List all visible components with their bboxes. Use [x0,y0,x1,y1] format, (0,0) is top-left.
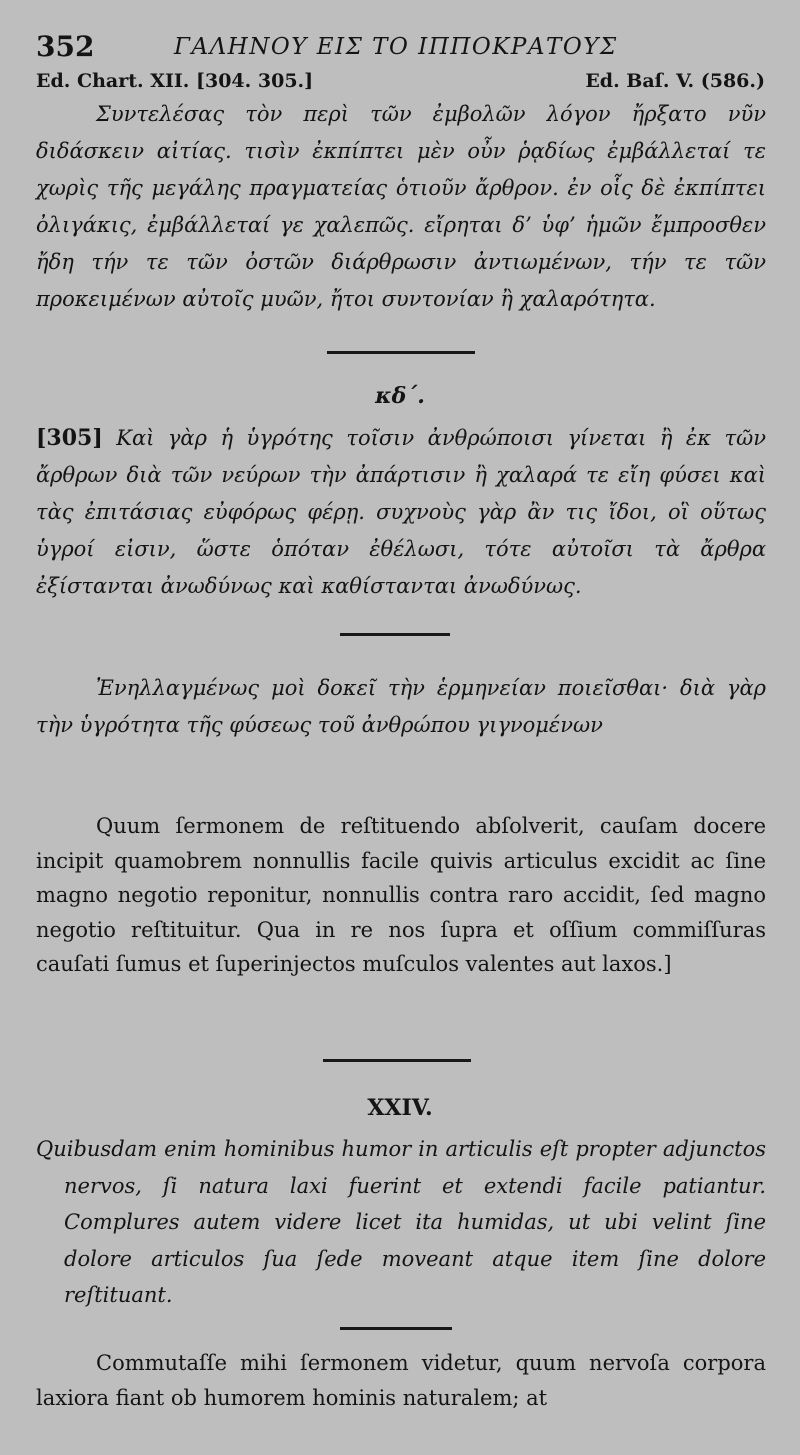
latin-section-divider [323,1059,471,1062]
running-title: ΓΑΛΗΝΟΥ ΕΙΣ ΤΟ ΙΠΠΟΚΡΑΤΟΥΣ [174,34,618,60]
greek-commentary-paragraph: Ἐνηλλαγμένως μοὶ δοκεῖ τὴν ἑρμηνείαν ποιεῖσθαι· διὰ γὰρ τὴν ὑγρότητα τῆς φύσεως τοῦ ἀνθρώπου γιγνομένων [36,676,766,737]
aphorism-divider [340,633,450,636]
latin-commentary-paragraph: Commutaſſe mihi ſermonem videtur, quum nervoſa corpora laxiora fiant ob humorem hominis naturalem; at [36,1351,766,1410]
latin-section-number: XXIV. [367,1095,433,1121]
page-header [36,30,766,70]
latin-aphorism-paragraph: Quibusdam enim hominibus humor in articulis eſt propter adjunctos nervos, ſi natura laxi fuerint et extendi facile patiantur. Complures autem videre licet ita humidas, ut ubi velint ſine dolore articulos ſua ſede moveant atque item ſine dolore reſtituant. [36,1137,766,1307]
greek-aphorism-paragraph [36,420,766,605]
page-number: 352 [36,30,95,63]
section-divider [327,351,475,354]
greek-aphorism-text: Καὶ γὰρ ἡ ὑγρότης τοῖσιν ἀνθρώποισι γίνεται ἢ ἐκ τῶν ἄρθρων διὰ τῶν νεύρων τὴν ἀπάρτισιν ἢ χαλαρά τε εἴη φύσει καὶ τὰς ἐπιτάσιας εὐφόρως φέρῃ. συχνοὺς γὰρ ἂν τις ἴδοι, οἳ οὕτως ὑγροί εἰσιν, ὥστε ὁπόταν ἐθέλωσι, τότε αὐτοῖσι τὰ ἄρθρα ἐξίστανται ἀνωδύνως καὶ καθίστανται ἀνωδύνως. [36,426,766,598]
greek-section-number: κδ΄. [375,383,425,409]
greek-intro-paragraph: Συντελέσας τὸν περὶ τῶν ἐμβολῶν λόγον ἤρξατο νῦν διδάσκειν αἰτίας. τισὶν ἐκπίπτει μὲν οὖν ῥᾳδίως ἐμβάλλεταί τε χωρὶς τῆς μεγάλης πραγματείας ὁτιοῦν ἄρθρον. ἐν οἷς δὲ ἐκπίπτει ὀλιγάκις, ἐμβάλλεταί γε χαλεπῶς. εἴρηται δ’ ὑφ’ ἡμῶν ἔμπροσθεν ἤδη τήν τε τῶν ὀστῶν διάρθρωσιν ἀντιωμένων, τήν τε τῶν προκειμένων αὐτοῖς μυῶν, ἤτοι συντονίαν ἢ χαλαρότητα. [36,102,766,311]
edition-reference-right: Ed. Baſ. V. (586.) [585,70,765,92]
edition-reference-left: Ed. Chart. XII. [304. 305.] [36,70,314,92]
latin-intro-paragraph: Quum ſermonem de reſtituendo abſolverit, cauſam docere incipit quamobrem nonnullis facile quivis articulus excidit ac ſine magno negotio reponitur, nonnullis contra raro accidit, ſed magno negotio reſtituitur. Qua in re nos ſupra et oſſium commiſſuras cauſati ſumus et ſuperinjectos muſculos valentes aut laxos.] [36,814,766,976]
page-marker-305: [305] [36,425,103,451]
latin-aphorism-divider [340,1327,452,1330]
